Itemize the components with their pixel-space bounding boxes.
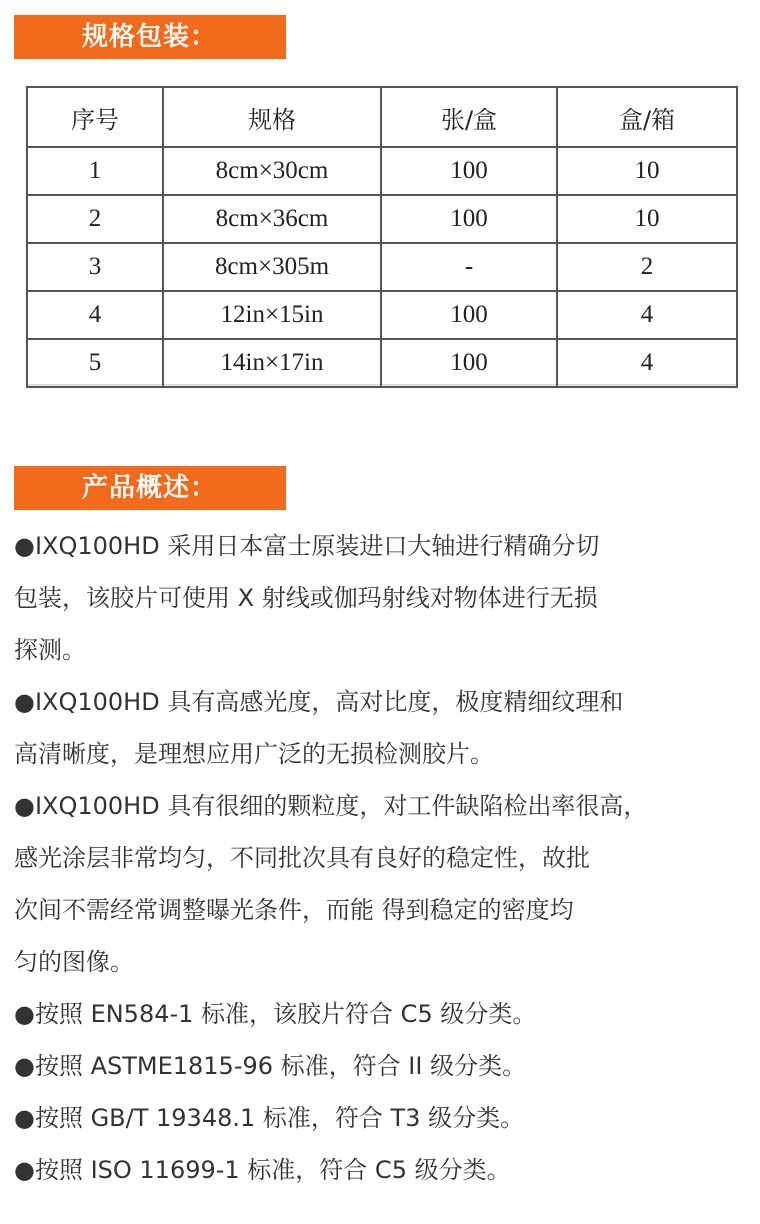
cell-index: 3 — [27, 243, 163, 291]
overview-line: 次间不需经常调整曝光条件，而能 得到稳定的密度均 — [14, 896, 574, 924]
overview-line: 感光涂层非常均匀，不同批次具有良好的稳定性，故批 — [14, 844, 590, 872]
cell-sheets: 100 — [381, 195, 557, 243]
overview-section-title: 产品概述： — [14, 466, 286, 510]
cell-boxes: 10 — [557, 147, 737, 195]
overview-line: 匀的图像。 — [14, 948, 134, 976]
table-row — [27, 291, 737, 339]
cell-spec: 12in×15in — [163, 291, 381, 339]
table-row — [27, 339, 737, 387]
overview-line: ●按照 EN584-1 标准，该胶片符合 C5 级分类。 — [14, 1000, 537, 1028]
cell-index: 1 — [27, 147, 163, 195]
cell-sheets: 100 — [381, 291, 557, 339]
table-header-row — [27, 87, 737, 147]
cell-index: 2 — [27, 195, 163, 243]
cell-boxes: 4 — [557, 339, 737, 387]
table-row — [27, 243, 737, 291]
cell-index: 5 — [27, 339, 163, 387]
header-spec: 规格 — [163, 87, 381, 147]
cell-boxes: 2 — [557, 243, 737, 291]
header-boxes-per-case: 盒/箱 — [557, 87, 737, 147]
cell-boxes: 4 — [557, 291, 737, 339]
spec-table-container — [26, 86, 736, 384]
overview-line: 探测。 — [14, 636, 86, 664]
cell-sheets: 100 — [381, 147, 557, 195]
cell-spec: 8cm×305m — [163, 243, 381, 291]
overview-line: 包装，该胶片可使用 X 射线或伽玛射线对物体进行无损 — [14, 584, 598, 612]
spec-section-title: 规格包装： — [14, 15, 286, 59]
overview-line: ●IXQ100HD 采用日本富士原装进口大轴进行精确分切 — [14, 532, 600, 560]
overview-line: ●IXQ100HD 具有很细的颗粒度，对工件缺陷检出率很高， — [14, 792, 648, 820]
cell-sheets: 100 — [381, 339, 557, 387]
overview-line: ●按照 ISO 11699-1 标准，符合 C5 级分类。 — [14, 1156, 511, 1184]
table-row — [27, 147, 737, 195]
header-index: 序号 — [27, 87, 163, 147]
cell-spec: 8cm×36cm — [163, 195, 381, 243]
overview-line: 高清晰度，是理想应用广泛的无损检测胶片。 — [14, 740, 494, 768]
cell-spec: 8cm×30cm — [163, 147, 381, 195]
table-row — [27, 195, 737, 243]
overview-line: ●按照 ASTME1815-96 标准，符合 II 级分类。 — [14, 1052, 527, 1080]
cell-spec: 14in×17in — [163, 339, 381, 387]
cell-boxes: 10 — [557, 195, 737, 243]
cell-index: 4 — [27, 291, 163, 339]
overview-line: ●按照 GB/T 19348.1 标准，符合 T3 级分类。 — [14, 1104, 525, 1132]
cell-sheets: - — [381, 243, 557, 291]
header-sheets-per-box: 张/盒 — [381, 87, 557, 147]
overview-text — [14, 520, 748, 1196]
spec-table — [26, 86, 738, 388]
overview-line: ●IXQ100HD 具有高感光度，高对比度，极度精细纹理和 — [14, 688, 624, 716]
overview-paragraph — [14, 520, 748, 1196]
